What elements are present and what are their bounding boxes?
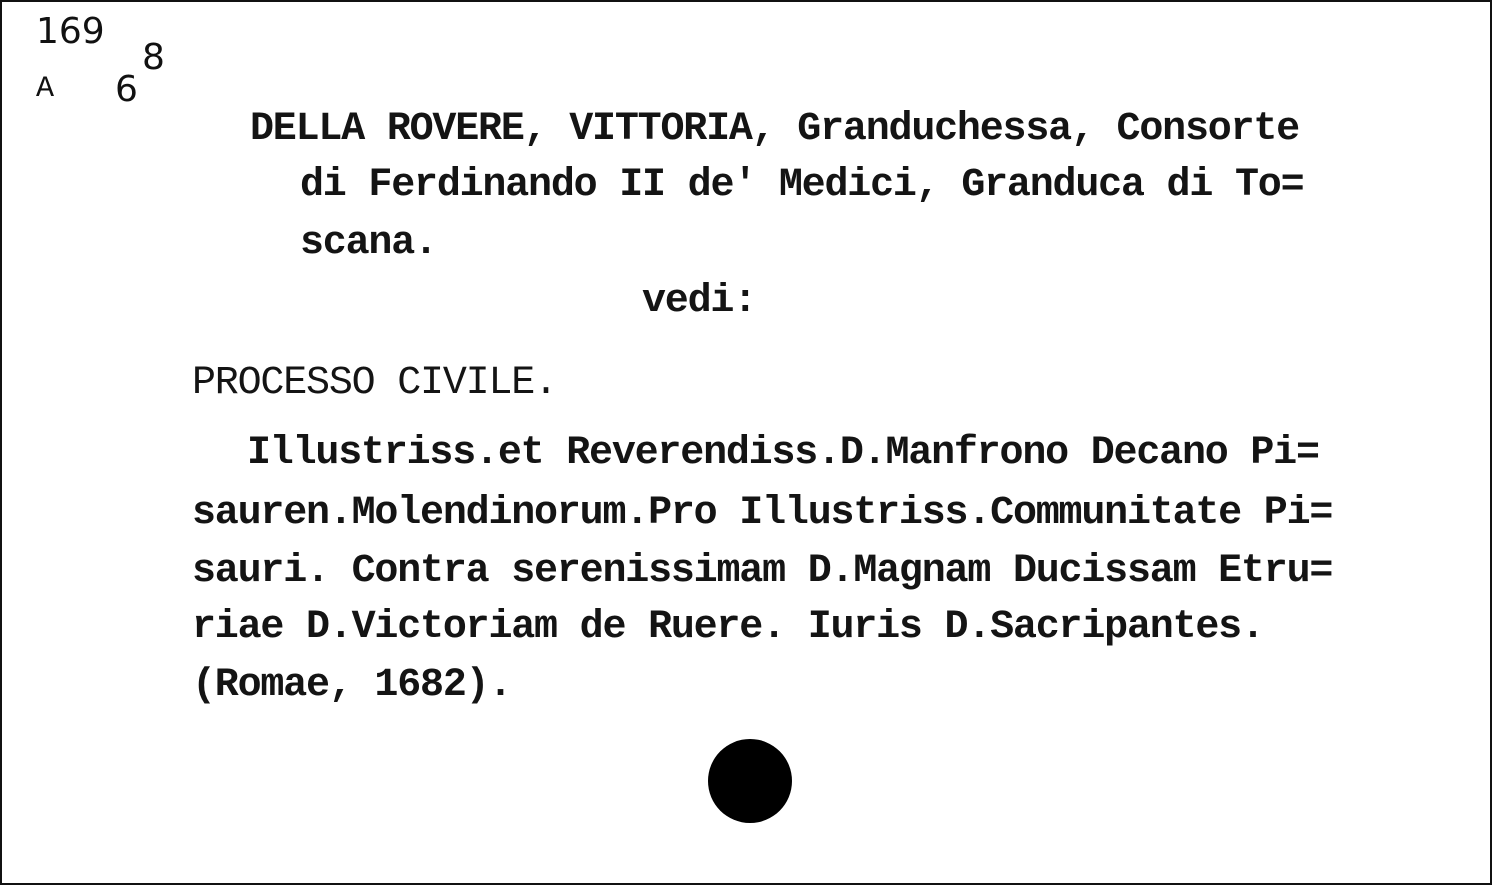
reference-title: PROCESSO CIVILE. xyxy=(192,361,557,406)
reference-line-3: sauri. Contra serenissimam D.Magnam Ducissam Etru= xyxy=(192,549,1333,594)
call-number-line1: 169 xyxy=(36,11,105,52)
heading-line-2: di Ferdinando II de' Medici, Granduca di To= xyxy=(300,163,1304,208)
call-number-number: 6 xyxy=(115,69,138,110)
call-number-superscript: 8 xyxy=(142,37,165,78)
reference-line-2: sauren.Molendinorum.Pro Illustriss.Communitate Pi= xyxy=(192,491,1333,536)
card-edge-mask xyxy=(1484,2,1490,885)
reference-line-5: (Romae, 1682). xyxy=(192,663,512,708)
reference-line-4: riae D.Victoriam de Ruere. Iuris D.Sacripantes. xyxy=(192,605,1264,650)
reference-line-1: Illustriss.et Reverendiss.D.Manfrono Decano Pi= xyxy=(247,431,1319,476)
heading-line-1: DELLA ROVERE, VITTORIA, Granduchessa, Consorte xyxy=(250,107,1299,152)
call-number-shelf: A xyxy=(36,72,55,106)
see-label: vedi: xyxy=(642,279,757,324)
heading-line-3: scana. xyxy=(300,221,437,266)
punch-hole xyxy=(708,739,792,823)
